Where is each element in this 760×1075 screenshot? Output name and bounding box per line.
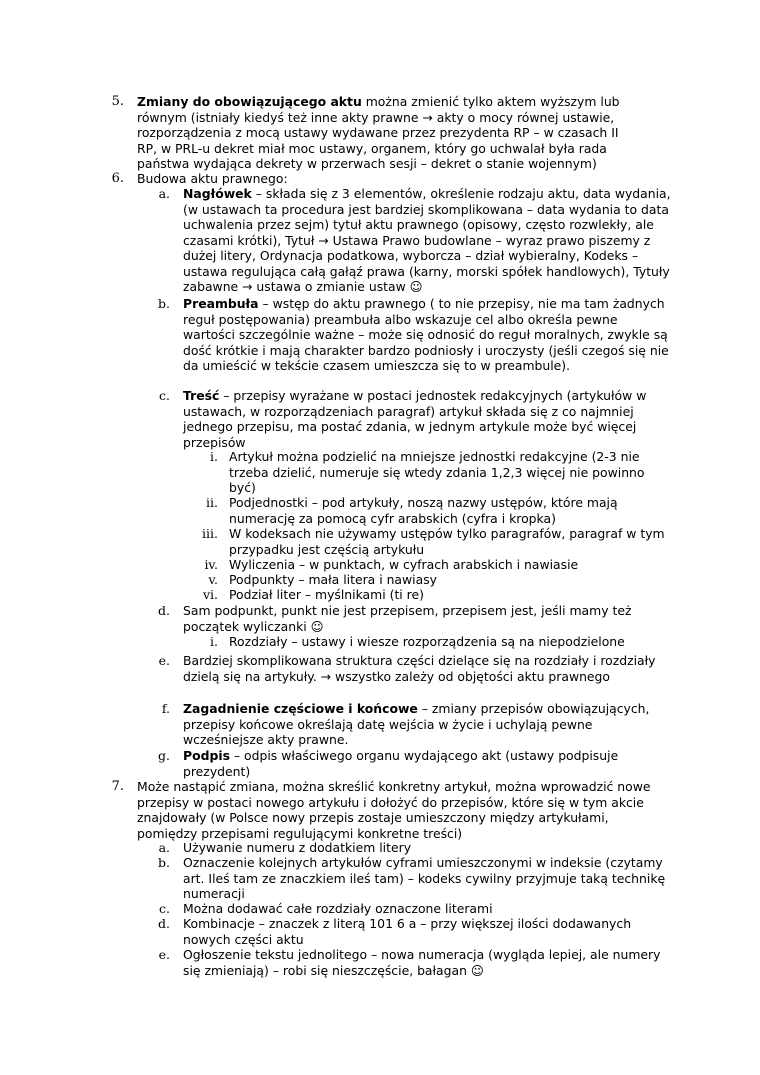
item-body: Rozdziały – ustawy i wiesze rozporządzenia są na niepodzielone — [229, 634, 625, 649]
sub-marker: b. — [158, 855, 170, 870]
sub-item-text — [183, 296, 673, 374]
item-body: W kodeksach nie używamy ustępów tylko paragrafów, paragraf w tym przypadku jest częścią artykułu — [229, 526, 665, 557]
sub-item-text — [183, 901, 673, 917]
item-body: – przepisy wyrażane w postaci jednostek redakcyjnych (artykułów w ustawach, w rozporządzeniach paragraf) artykuł składa się z co najmniej jednego przepisu, ma postać zdania, w jednym artykule może być więcej przepisów — [183, 388, 647, 450]
item-body: Oznaczenie kolejnych artykułów cyframi umieszczonymi w indeksie (czytamy art. Ileś tam ze znaczkiem ileś tam) – kodeks cywilny przyjmuje taką technikę numeracji — [183, 855, 666, 901]
sub-item-text — [183, 855, 673, 902]
bold-term: Preambuła — [183, 296, 259, 311]
list-marker: 5. — [111, 94, 124, 109]
subsub-item-text — [229, 634, 669, 650]
subsub-marker: ii. — [206, 495, 218, 510]
sub-item-text — [183, 748, 673, 779]
item-body: Podział liter – myślnikami (ti re) — [229, 587, 424, 602]
item-body: Artykuł można podzielić na mniejsze jednostki redakcyjne (2-3 nie trzeba dzielić, numeruje się wtedy zdania 1,2,3 więcej nie powinno być) — [229, 449, 645, 495]
subsub-item-text — [229, 587, 669, 603]
item-body: Ogłoszenie tekstu jednolitego – nowa numeracja (wygląda lepiej, ale numery się zmieniają) – robi się nieszczęście, bałagan ☺ — [183, 947, 661, 978]
sub-item-text — [183, 916, 673, 947]
item-body: Można dodawać całe rozdziały oznaczone literami — [183, 901, 493, 916]
sub-item-text — [183, 388, 673, 450]
bold-term: Treść — [183, 388, 220, 403]
sub-item-text — [183, 840, 673, 856]
bold-term: Podpis — [183, 748, 230, 763]
bold-term: Nagłówek — [183, 186, 252, 201]
item-body: – wstęp do aktu prawnego ( to nie przepisy, nie ma tam żadnych reguł postępowania) preambuła albo wskazuje cel albo określa pewne wartości szczególnie ważne – może się odnosić do reguł moralnych, zwykle są dość krótkie i mają charakter bardzo podniosły i uroczysty (jeśli czegoś się nie da umieścić w tekście czasem umieszcza się to w preambule). — [183, 296, 669, 373]
sub-marker: f. — [161, 701, 170, 716]
sub-marker: g. — [158, 748, 170, 763]
sub-marker: c. — [159, 901, 170, 916]
list-item-text — [137, 94, 637, 172]
item-body: Bardziej skomplikowana struktura części dzielące się na rozdziały i rozdziały dzielą się na artykuły. → wszystko zależy od objętości aktu prawnego — [183, 653, 656, 684]
sub-marker: d. — [158, 916, 170, 931]
sub-marker: c. — [159, 388, 170, 403]
sub-marker: e. — [158, 947, 170, 962]
list-marker: 6. — [111, 171, 124, 186]
item-body: Używanie numeru z dodatkiem litery — [183, 840, 412, 855]
subsub-item-text — [229, 557, 669, 573]
list-item-text — [137, 779, 669, 841]
subsub-marker: i. — [210, 634, 218, 649]
sub-item-text — [183, 947, 673, 978]
sub-item-text — [183, 701, 673, 748]
item-body: można zmienić tylko aktem wyższym lub równym (istniały kiedyś też inne akty prawne → akty o mocy równej ustawie, rozporządzenia z mocą ustawy wydawane przez prezydenta RP – w czasach II RP, w PRL-u dekret miał moc ustawy, organem, który go uchwalał była rada państwa wydająca dekrety w przerwach sesji – dekret o stanie wojennym) — [137, 94, 620, 171]
item-body: Sam podpunkt, punkt nie jest przepisem, przepisem jest, jeśli mamy też początek wyliczanki ☺ — [183, 603, 632, 634]
list-marker: 7. — [111, 779, 124, 794]
subsub-marker: iv. — [204, 557, 218, 572]
item-body: Budowa aktu prawnego: — [137, 171, 288, 186]
item-body: – zmiany przepisów obowiązujących, przepisy końcowe określają datę wejścia w życie i uchylają pewne wcześniejsze akty prawne. — [183, 701, 650, 747]
item-body: – składa się z 3 elementów, określenie rodzaju aktu, data wydania, (w ustawach ta procedura jest bardziej skomplikowana – data wydania to data uchwalenia przez sejm) tytuł aktu prawnego (opisowy, często rozwlekły, ale czasami krótki), Tytuł → Ustawa Prawo budowlane – wyraz prawo piszemy z dużej litery, Ordynacja podatkowa, wyborcza – dział wybieralny, Kodeks – ustawa regulująca całą gałąź prawa (karny, morski spółek handlowych), Tytuły zabawne → ustawa o zmianie ustaw ☺ — [183, 186, 671, 294]
subsub-marker: v. — [208, 572, 218, 587]
item-body: Podpunkty – mała litera i nawiasy — [229, 572, 437, 587]
subsub-marker: vi. — [202, 587, 218, 602]
sub-item-text — [183, 603, 673, 634]
item-body: – odpis właściwego organu wydającego akt (ustawy podpisuje prezydent) — [183, 748, 619, 779]
list-item-text — [137, 171, 637, 187]
subsub-item-text — [229, 572, 669, 588]
item-body: Wyliczenia – w punktach, w cyfrach arabskich i nawiasie — [229, 557, 579, 572]
sub-marker: a. — [158, 186, 170, 201]
subsub-item-text — [229, 526, 669, 557]
sub-item-text — [183, 186, 673, 295]
subsub-marker: i. — [210, 449, 218, 464]
item-body: Kombinacje – znaczek z literą 101 6 a – przy większej ilości dodawanych nowych części aktu — [183, 916, 632, 947]
bold-term: Zagadnienie częściowe i końcowe — [183, 701, 418, 716]
subsub-item-text — [229, 449, 669, 496]
subsub-item-text — [229, 495, 669, 526]
sub-marker: e. — [158, 653, 170, 668]
sub-marker: a. — [158, 840, 170, 855]
sub-marker: b. — [158, 296, 170, 311]
subsub-marker: iii. — [202, 526, 218, 541]
item-body: Może nastąpić zmiana, można skreślić konkretny artykuł, można wprowadzić nowe przepisy w postaci nowego artykułu i dołożyć do przepisów, które się w tym akcie znajdowały (w Polsce nowy przepis zostaje umieszczony między artykułami, pomiędzy przepisami regulującymi konkretne treści) — [137, 779, 651, 841]
item-body: Podjednostki – pod artykuły, noszą nazwy ustępów, które mają numerację za pomocą cyfr arabskich (cyfra i kropka) — [229, 495, 618, 526]
sub-marker: d. — [158, 603, 170, 618]
sub-item-text — [183, 653, 673, 684]
bold-term: Zmiany do obowiązującego aktu — [137, 94, 362, 109]
